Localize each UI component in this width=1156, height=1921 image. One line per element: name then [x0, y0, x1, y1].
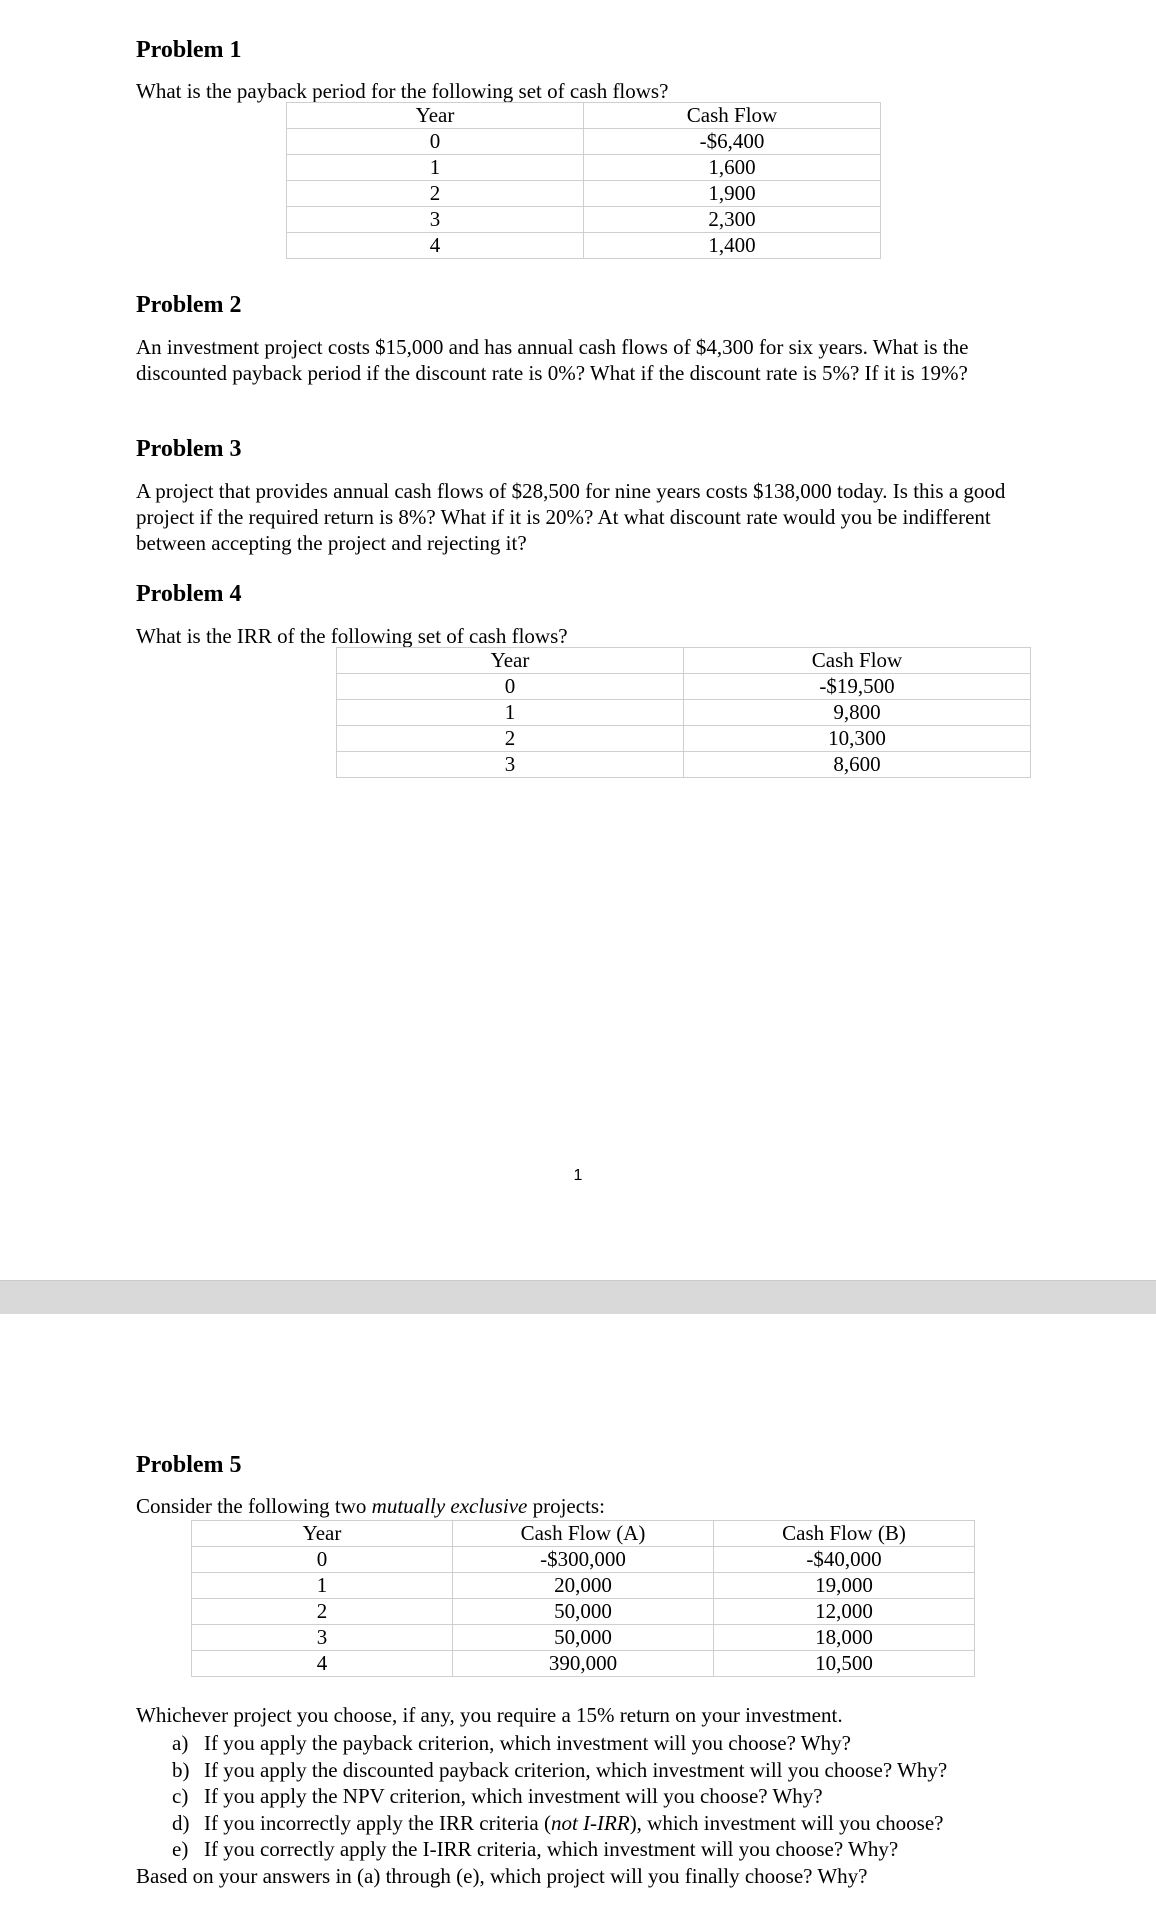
page-2 — [0, 1314, 1156, 1921]
item-marker: b) — [172, 1757, 190, 1782]
table-header-row — [287, 103, 881, 129]
cash-flow-a-cell: 50,000 — [453, 1625, 714, 1651]
item-marker: c) — [172, 1784, 189, 1808]
list-item — [172, 1730, 1104, 1757]
table-row — [287, 129, 881, 155]
table-row — [337, 700, 1031, 726]
table-row — [192, 1625, 975, 1651]
problem-1-title: Problem 1 — [136, 37, 242, 63]
year-cell: 4 — [192, 1651, 453, 1677]
cash-flow-cell: 10,300 — [684, 726, 1031, 752]
cash-flow-a-cell: 20,000 — [453, 1573, 714, 1599]
list-item — [172, 1783, 1104, 1810]
year-cell: 2 — [192, 1599, 453, 1625]
header-year: Year — [337, 648, 684, 674]
list-item — [172, 1810, 1104, 1837]
year-cell: 0 — [192, 1547, 453, 1573]
cash-flow-cell: 2,300 — [584, 207, 881, 233]
year-cell: 4 — [287, 233, 584, 259]
table-row — [287, 155, 881, 181]
problem-3-title: Problem 3 — [136, 436, 242, 462]
table-header-row — [337, 648, 1031, 674]
cash-flow-cell: -$19,500 — [684, 674, 1031, 700]
item-text: If you apply the discounted payback criterion, which investment will you choose? Why? — [204, 1757, 948, 1782]
cash-flow-a-cell: -$300,000 — [453, 1547, 714, 1573]
cash-flow-cell: 1,400 — [584, 233, 881, 259]
cash-flow-a-cell: 50,000 — [453, 1599, 714, 1625]
question-emphasis: mutually exclusive — [371, 1494, 528, 1518]
item-text: If you apply the payback criterion, which investment will you choose? Why? — [204, 1731, 851, 1755]
page-number: 1 — [573, 1167, 583, 1184]
cash-flow-b-cell: 12,000 — [714, 1599, 975, 1625]
item-marker: a) — [172, 1731, 189, 1755]
cash-flow-cell: 1,900 — [584, 181, 881, 207]
problem-5-conclusion: Based on your answers in (a) through (e), which project will you finally choose? Why? — [136, 1864, 868, 1888]
item-text: If you incorrectly apply the IRR criteria ( — [204, 1810, 551, 1835]
problem-4-title: Problem 4 — [136, 581, 242, 607]
cash-flow-cell: -$6,400 — [584, 129, 881, 155]
problem-5-question — [136, 1493, 1016, 1519]
problem-5-title: Problem 5 — [136, 1452, 242, 1478]
cash-flow-b-cell: 10,500 — [714, 1651, 975, 1677]
page-separator — [0, 1280, 1156, 1315]
year-cell: 0 — [337, 674, 684, 700]
item-text: If you apply the NPV criterion, which investment will you choose? Why? — [204, 1784, 823, 1808]
item-emphasis: not I-IRR — [550, 1810, 630, 1835]
item-marker: d) — [172, 1810, 190, 1835]
header-cash-flow-b: Cash Flow (B) — [714, 1521, 975, 1547]
table-row — [192, 1573, 975, 1599]
table-row — [192, 1599, 975, 1625]
problem-5-questions — [172, 1730, 1104, 1863]
problem-4-table — [336, 647, 1031, 778]
cash-flow-b-cell: 19,000 — [714, 1573, 975, 1599]
table-row — [287, 207, 881, 233]
item-text: ), which investment will you choose? — [629, 1810, 944, 1835]
list-item — [172, 1757, 1104, 1784]
table-row — [337, 726, 1031, 752]
cash-flow-a-cell: 390,000 — [453, 1651, 714, 1677]
cash-flow-cell: 8,600 — [684, 752, 1031, 778]
table-row — [337, 752, 1031, 778]
year-cell: 0 — [287, 129, 584, 155]
problem-1-table — [286, 102, 881, 259]
table-row — [192, 1547, 975, 1573]
cash-flow-b-cell: -$40,000 — [714, 1547, 975, 1573]
table-header-row — [192, 1521, 975, 1547]
header-year: Year — [287, 103, 584, 129]
cash-flow-cell: 9,800 — [684, 700, 1031, 726]
item-marker: e) — [172, 1837, 189, 1861]
year-cell: 3 — [192, 1625, 453, 1651]
table-row — [337, 674, 1031, 700]
table-row — [192, 1651, 975, 1677]
problem-5-table — [191, 1520, 975, 1677]
year-cell: 2 — [287, 181, 584, 207]
problem-4-question: What is the IRR of the following set of cash flows? — [136, 624, 568, 648]
table-row — [287, 233, 881, 259]
table-row — [287, 181, 881, 207]
year-cell: 1 — [337, 700, 684, 726]
question-text: projects: — [527, 1494, 605, 1518]
question-text: Consider the following two — [136, 1494, 372, 1518]
year-cell: 2 — [337, 726, 684, 752]
problem-2-text: An investment project costs $15,000 and has annual cash flows of $4,300 for six years. What is the discounted payback period if the discount rate is 0%? What if the discount rate is 5%? If it is 19%? — [136, 335, 969, 385]
year-cell: 3 — [287, 207, 584, 233]
problem-1-question: What is the payback period for the following set of cash flows? — [136, 79, 669, 103]
cash-flow-cell: 1,600 — [584, 155, 881, 181]
header-cash-flow-a: Cash Flow (A) — [453, 1521, 714, 1547]
cash-flow-b-cell: 18,000 — [714, 1625, 975, 1651]
problem-3-text: A project that provides annual cash flows of $28,500 for nine years costs $138,000 today. Is this a good project if the required return is 8%? What if it is 20%? At what discount rate would you be indifferent between accepting the project and rejecting it? — [136, 479, 1006, 555]
header-cash-flow: Cash Flow — [584, 103, 881, 129]
header-year: Year — [192, 1521, 453, 1547]
header-cash-flow: Cash Flow — [684, 648, 1031, 674]
year-cell: 3 — [337, 752, 684, 778]
year-cell: 1 — [192, 1573, 453, 1599]
year-cell: 1 — [287, 155, 584, 181]
item-text: If you correctly apply the I-IRR criteria, which investment will you choose? Why? — [204, 1837, 899, 1861]
problem-2-title: Problem 2 — [136, 292, 242, 318]
list-item — [172, 1836, 1104, 1863]
problem-5-intro: Whichever project you choose, if any, you require a 15% return on your investment. — [136, 1703, 843, 1727]
